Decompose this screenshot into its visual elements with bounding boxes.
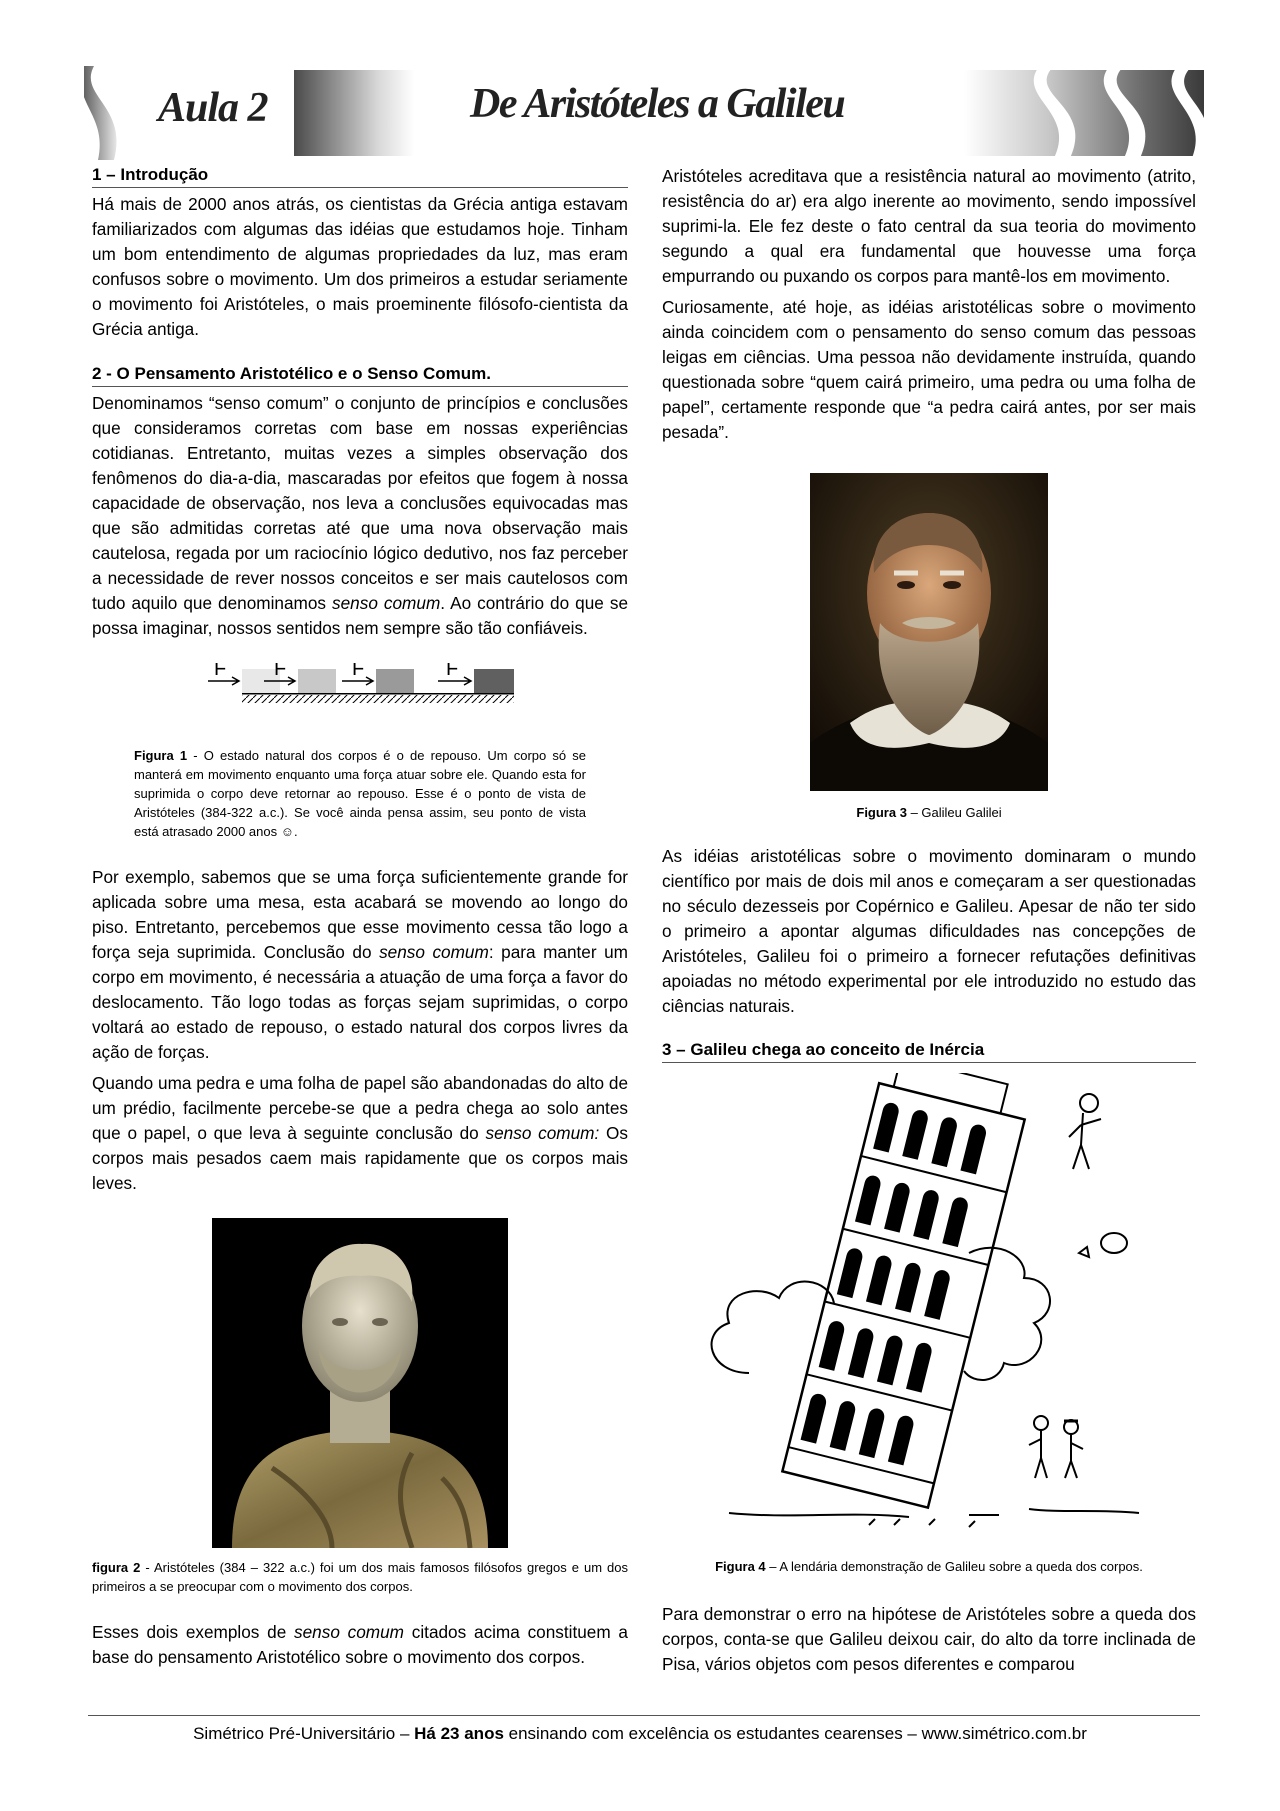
ground-marks [869, 1519, 975, 1527]
force-label-2: F [274, 663, 287, 680]
section-1-heading: 1 – Introdução [92, 164, 628, 188]
intro-paragraph: Há mais de 2000 anos atrás, os cientistas da Grécia antiga estavam familiarizados com algumas das idéias que estudamos hoje. Tinham um bom entendimento de algumas propriedades da luz, mas eram confusos sobre o movimento. Um dos primeiros a estudar seriamente o movimento foi Aristóteles, o mais proeminente filósofo-cientista da Grécia antiga. [92, 194, 628, 339]
pisa-tower [782, 1073, 1032, 1508]
right-column [662, 164, 1196, 1677]
falling-paper [1079, 1247, 1089, 1257]
observers [1029, 1416, 1083, 1478]
header-gradient-band-left [294, 70, 414, 156]
conclusion-paragraph: Esses dois exemplos de senso comum citados acima constituem a base do pensamento Aristotélico sobre o movimento dos corpos. [92, 1622, 628, 1667]
figure-2-caption: figura 2 - Aristóteles (384 – 322 a.c.) foi um dos mais famosos filósofos gregos e um dos primeiros a se preocupar com o movimento dos corpos. [92, 1560, 628, 1594]
lesson-number: Aula 2 [158, 85, 268, 131]
page-title: De Aristóteles a Galileu [470, 81, 845, 127]
figure-1 [92, 663, 628, 841]
s-curve-decoration-right [1024, 66, 1204, 160]
aristotle-bust-image [212, 1218, 508, 1548]
galileo-figure [1069, 1094, 1101, 1169]
section-3-heading: 3 – Galileu chega ao conceito de Inércia [662, 1039, 1196, 1063]
section-2-heading: 2 - O Pensamento Aristotélico e o Senso Comum. [92, 363, 628, 387]
figure-2 [92, 1218, 628, 1596]
figure-1-caption: Figura 1 - O estado natural dos corpos é o de repouso. Um corpo só se manterá em movimento enquanto uma força atuar sobre ele. Quando esta for suprimida o corpo deve retornar ao repouso. Esse é o ponto de vista de Aristóteles (384-322 a.c.). Se você ainda pensa assim, seu ponto de vista está atrasado 2000 anos ☺. [134, 748, 586, 839]
leaning-tower-cartoon [669, 1073, 1189, 1543]
figure-4 [662, 1073, 1196, 1576]
page-footer: Simétrico Pré-Universitário – Há 23 anos ensinando com excelência os estudantes cearenses – www.simétrico.com.br [193, 1724, 1087, 1743]
cloud-left [712, 1282, 834, 1373]
galileo-portrait-image [810, 473, 1048, 791]
figure-1-diagram [92, 663, 628, 735]
history-paragraph: As idéias aristotélicas sobre o movimento dominaram o mundo científico por mais de dois mil anos e começaram a ser questionadas no século dezesseis por Copérnico e Galileu. Apesar de não ter sido o primeiro a apontar algumas dificuldades nas concepções de Aristóteles, Galileu foi o primeiro a fornecer refutações definitivas apoiadas no método experimental por ele introduzido no estudo das ciências naturais. [662, 846, 1196, 1016]
figure-3-caption: Figura 3 – Galileu Galilei [856, 805, 1002, 820]
table-example-paragraph: Por exemplo, sabemos que se uma força suficientemente grande for aplicada sobre uma mesa, esta acabará se movendo ao longo do piso. Entretanto, percebemos que esse movimento cessa tão logo a força seja suprimida. Conclusão do senso comum: para manter um corpo em movimento, é necessária a atuação de uma força a favor do deslocamento. Tão logo todas as forças sejam suprimidas, o corpo voltará ao estado de repouso, o estado natural dos corpos livres da ação de forças. [92, 867, 628, 1062]
footer-rule [88, 1715, 1200, 1716]
s-curve-decoration-left [84, 66, 134, 160]
falling-bodies-paragraph: Quando uma pedra e uma folha de papel são abandonadas do alto de um prédio, facilmente percebe-se que a pedra chega ao solo antes que o papel, o que leva à seguinte conclusão do senso comum: Os corpos mais pesados caem mais rapidamente que os corpos mais leves. [92, 1073, 628, 1193]
block-2 [298, 669, 336, 693]
force-label-1: F [214, 663, 227, 680]
senso-comum-paragraph: Denominamos “senso comum” o conjunto de princípios e conclusões que consideramos corretas com base em nossas experiências cotidianas. Entretanto, muitas vezes a simples observação dos fenômenos do dia-a-dia, mascaradas por efeitos que fogem à nossa capacidade de observação, nos leva a conclusões equivocadas mas que são admitidas corretas até que uma nova observação mais cautelosa, regada por um raciocínio lógico dedutivo, nos faz perceber a necessidade de rever nossos conceitos e ser mais cautelosos com tudo aquilo que denominamos senso comum. Ao contrário do que se possa imaginar, nossos sentidos nem sempre são tão confiáveis. [92, 393, 629, 638]
force-label-3: F [352, 663, 365, 680]
left-column [92, 164, 628, 1670]
curiosity-paragraph: Curiosamente, até hoje, as idéias aristotélicas sobre o movimento ainda coincidem com o pensamento do senso comum das pessoas leigas em ciências. Uma pessoa não devidamente instruída, quando questionada sobre “quem cairá primeiro, uma pedra ou uma folha de papel”, certamente responde que “a pedra cairá antes, por ser mais pesada”. [662, 297, 1196, 442]
page-header [84, 66, 1204, 160]
force-label-4: F [446, 663, 459, 680]
block-3 [376, 669, 414, 693]
block-4 [474, 669, 514, 693]
aristotle-resistance-paragraph: Aristóteles acreditava que a resistência natural ao movimento (atrito, resistência do ar) era algo inerente ao movimento, sendo impossível suprimi-la. Ele fez deste o fato central da sua teoria do movimento segundo a qual era fundamental que houvesse uma força empurrando ou puxando os corpos para mantê-los em movimento. [662, 166, 1196, 286]
figure-4-caption: Figura 4 – A lendária demonstração de Galileu sobre a queda dos corpos. [715, 1559, 1143, 1574]
pisa-paragraph: Para demonstrar o erro na hipótese de Aristóteles sobre a queda dos corpos, conta-se que Galileu deixou cair, do alto da torre inclinada de Pisa, vários objetos com pesos diferentes e comparou [662, 1604, 1196, 1674]
figure-3 [662, 473, 1196, 822]
ground [729, 1509, 1139, 1517]
falling-stone [1101, 1233, 1127, 1253]
